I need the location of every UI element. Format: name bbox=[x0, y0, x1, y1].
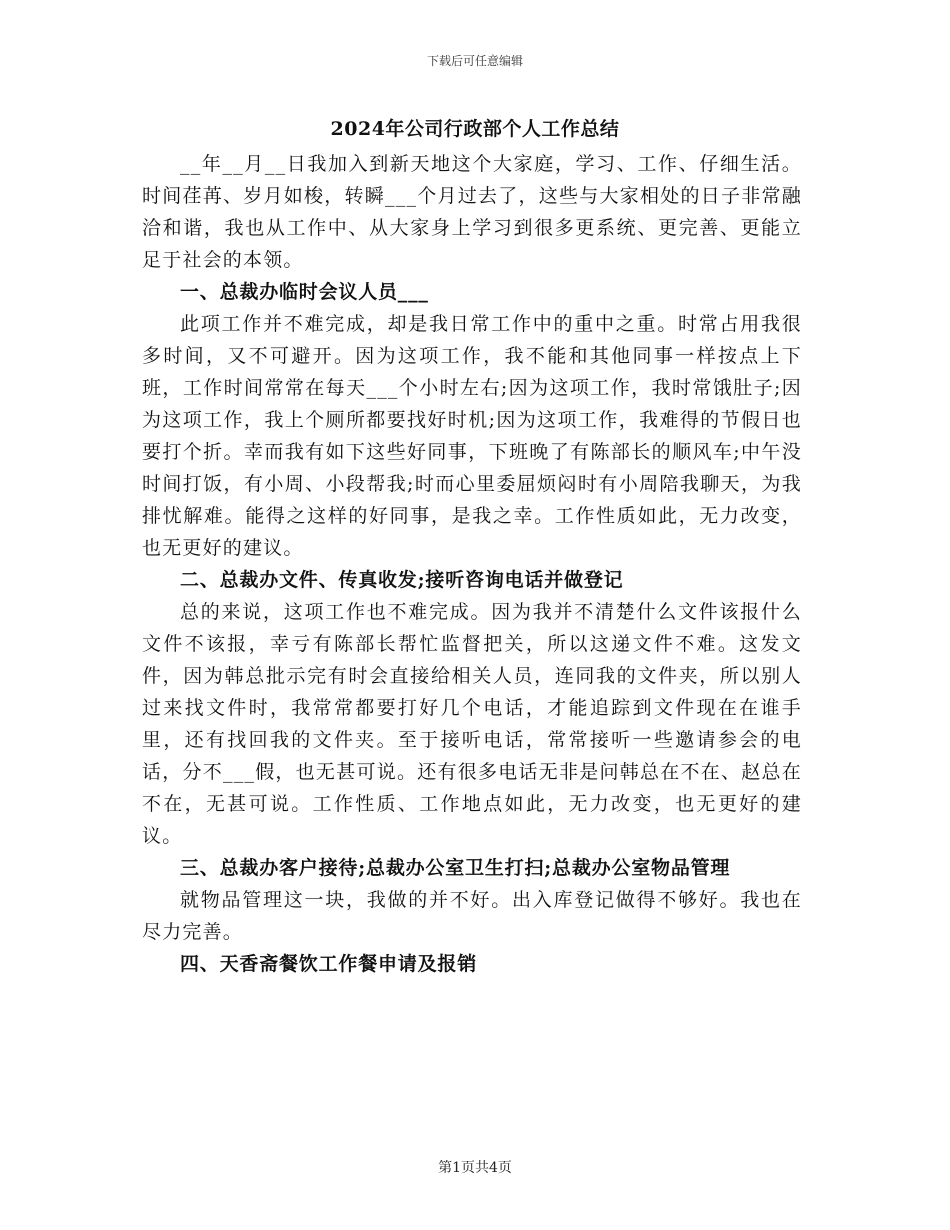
intro-paragraph: __年__月__日我加入到新天地这个大家庭，学习、工作、仔细生活。时间荏苒、岁月如梭，转瞬___个月过去了，这些与大家相处的日子非常融洽和谐，我也从工作中、从大家身上学习到很多更系统、更完善、更能立足于社会的本领。 bbox=[142, 153, 802, 271]
section-body-3: 就物品管理这一块，我做的并不好。出入库登记做得不够好。我也在尽力完善。 bbox=[142, 889, 802, 943]
document-title: 2024年公司行政部个人工作总结 bbox=[330, 118, 620, 140]
download-note: 下载后可任意编辑 bbox=[426, 54, 523, 68]
section-body-2: 总的来说，这项工作也不难完成。因为我并不清楚什么文件该报什么文件不该报，幸亏有陈部长帮忙监督把关，所以这递文件不难。这发文件，因为韩总批示完有时会直接给相关人员，连同我的文件夹，所以别人过来找文件时，我常常都要打好几个电话，才能追踪到文件现在在谁手里，还有找回我的文件夹。至于接听电话，常常接听一些邀请参会的电话，分不___假，也无甚可说。还有很多电话无非是问韩总在不在、赵总在不在，无甚可说。工作性质、工作地点如此，无力改变，也无更好的建议。 bbox=[142, 601, 802, 847]
section-heading-1: 一、总裁办临时会议人员___ bbox=[180, 281, 429, 303]
section-heading-4: 四、天香斋餐饮工作餐申请及报销 bbox=[180, 953, 478, 975]
section-body-1: 此项工作并不难完成，却是我日常工作中的重中之重。时常占用我很多时间，又不可避开。因为这项工作，我不能和其他同事一样按点上下班，工作时间常常在每天___个小时左右;因为这项工作，我时常饿肚子;因为这项工作，我上个厕所都要找好时机;因为这项工作，我难得的节假日也要打个折。幸而我有如下这些好同事，下班晚了有陈部长的顺风车;中午没时间打饭，有小周、小段帮我;时而心里委屈烦闷时有小周陪我聊天，为我排忧解难。能得之这样的好同事，是我之幸。工作性质如此，无力改变，也无更好的建议。 bbox=[142, 313, 802, 559]
page-number: 第1页共4页 bbox=[438, 1160, 512, 1176]
document-body bbox=[142, 148, 802, 980]
section-heading-2: 二、总裁办文件、传真收发;接听咨询电话并做登记 bbox=[180, 569, 624, 591]
section-heading-3: 三、总裁办客户接待;总裁办公室卫生打扫;总裁办公室物品管理 bbox=[180, 857, 731, 879]
